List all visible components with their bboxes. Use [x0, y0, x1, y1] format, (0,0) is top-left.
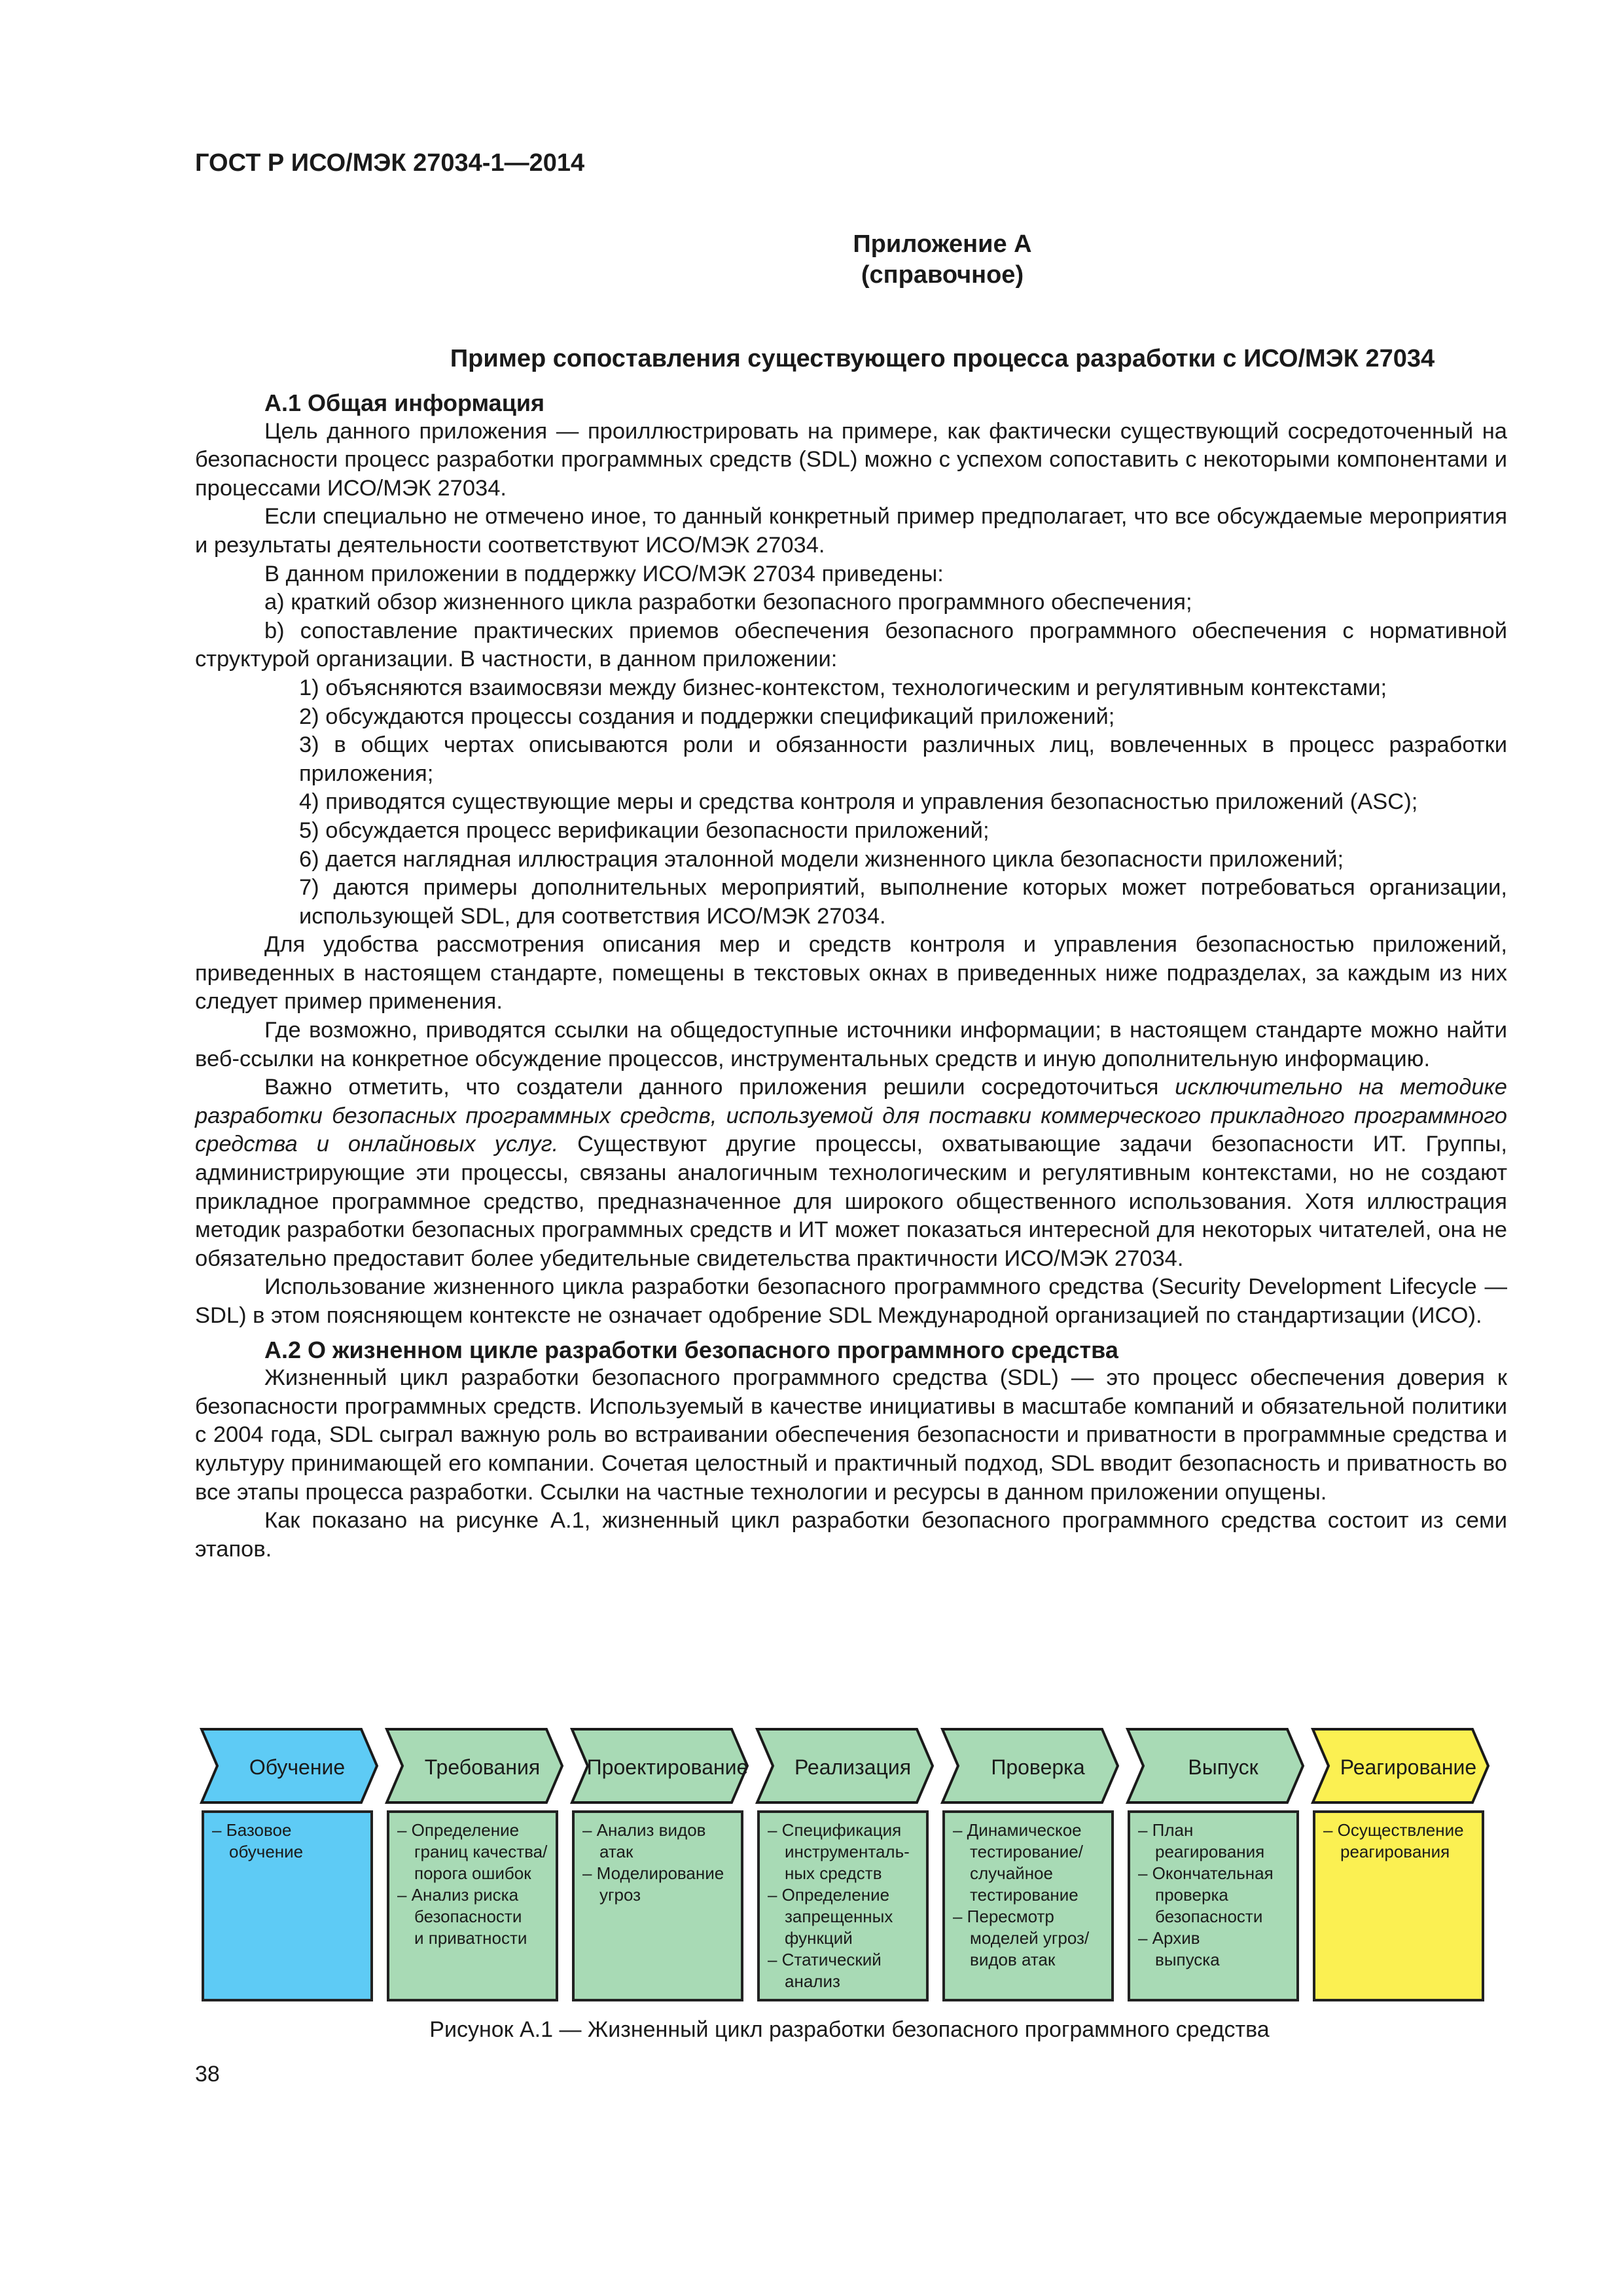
- numbered-list: [195, 674, 1507, 931]
- activity-line: инструменталь-: [785, 1842, 910, 1861]
- activity-line: – Базовое: [212, 1820, 292, 1840]
- emphasis-text: исключительно на методике разработки безопасных программных средств, используемой для поставки коммерческого прикладного программного средства и онлайновых услуг.: [195, 1075, 1507, 1157]
- activity-line: – Анализ видов: [582, 1820, 706, 1840]
- list-item: 7) даются примеры дополнительных мероприятий, выполнение которых может потребоваться организации, использующей SDL, для соответствия ИСО/МЭК 27034.: [299, 875, 1507, 929]
- appendix-title: Пример сопоставления существующего процесса разработки с ИСО/МЭК 27034: [450, 345, 1435, 372]
- paragraph: Использование жизненного цикла разработки безопасного программного средства (Security Development Lifecycle — SDL) в этом поясняющем контексте не означает одобрение SDL Международной организацией по стандартизации (ИСО).: [195, 1274, 1507, 1328]
- stage-label: Проектирование: [586, 1755, 749, 1779]
- appendix-type: (справочное): [861, 261, 1024, 289]
- activity-line: – Статический: [768, 1950, 882, 1969]
- activity-line: и приватности: [414, 1928, 527, 1948]
- activity-line: – Динамическое: [953, 1820, 1082, 1840]
- text-run: Важно отметить, что создатели данного приложения решили сосредоточиться: [264, 1075, 1175, 1100]
- activity-line: реагирования: [1155, 1842, 1265, 1861]
- activity-line: – Анализ риска: [397, 1885, 519, 1905]
- list-item: 1) объясняются взаимосвязи между бизнес-контекстом, технологическим и регулятивным контекстами;: [299, 675, 1387, 700]
- activity-line: атак: [599, 1842, 633, 1861]
- activity-line: безопасности: [1155, 1907, 1263, 1926]
- activity-line: видов атак: [970, 1950, 1056, 1969]
- paragraph: Если специально не отмечено иное, то данный конкретный пример предполагает, что все обсуждаемые мероприятия и результаты деятельности соответствуют ИСО/МЭК 27034.: [195, 504, 1507, 558]
- activity-line: – Архив: [1138, 1928, 1200, 1948]
- stage-label: Реализация: [794, 1755, 912, 1779]
- activity-line: – Моделирование: [582, 1863, 724, 1883]
- stage-activities-box: [757, 1810, 929, 2001]
- activity-line: угроз: [599, 1885, 641, 1905]
- stage-activities-box: [202, 1810, 373, 2001]
- stage-label: Реагирование: [1340, 1755, 1477, 1779]
- paragraph: Цель данного приложения — проиллюстрировать на примере, как фактически существующий сосредоточенный на безопасности процесс разработки программных средств (SDL) можно с успехом сопоставить с некоторыми компонентами и процессами ИСО/МЭК 27034.: [195, 418, 1507, 501]
- section-heading-a2: А.2 О жизненном цикле разработки безопасного программного средства: [264, 1336, 1118, 1363]
- list-item: 2) обсуждаются процессы создания и поддержки спецификаций приложений;: [299, 704, 1115, 729]
- list-item: b) сопоставление практических приемов обеспечения безопасного программного обеспечения с нормативной структурой организации. В частности, в данном приложении:: [195, 618, 1507, 672]
- activity-line: случайное: [970, 1863, 1053, 1883]
- activity-line: проверка: [1155, 1885, 1228, 1905]
- list-item: а) краткий обзор жизненного цикла разработки безопасного программного обеспечения;: [264, 590, 1192, 615]
- list-item: 4) приводятся существующие меры и средства контроля и управления безопасностью приложений (ASC);: [299, 789, 1418, 815]
- paragraph: [195, 1073, 1507, 1273]
- activity-line: функций: [785, 1928, 853, 1948]
- stage-label: Проверка: [991, 1755, 1085, 1779]
- activity-line: – Определение: [768, 1885, 890, 1905]
- activity-line: выпуска: [1155, 1950, 1220, 1969]
- activity-line: реагирования: [1340, 1842, 1450, 1861]
- stage-activities-box: [1313, 1810, 1484, 2001]
- paragraph: Где возможно, приводятся ссылки на общедоступные источники информации; в настоящем стандарте можно найти веб-ссылки на конкретное обсуждение процессов, инструментальных средств и иную дополнительную информацию.: [195, 1018, 1507, 1071]
- activity-line: – Осуществление: [1323, 1820, 1464, 1840]
- activity-line: – Пересмотр: [953, 1907, 1054, 1926]
- activity-line: – Спецификация: [768, 1820, 902, 1840]
- document-header: ГОСТ Р ИСО/МЭК 27034-1—2014: [195, 149, 585, 177]
- activity-line: обучение: [229, 1842, 304, 1861]
- paragraph: Для удобства рассмотрения описания мер и средств контроля и управления безопасностью приложений, приведенных в настоящем стандарте, помещены в текстовых окнах в приведенных ниже подразделах, за каждым из них следует пример применения.: [195, 932, 1507, 1014]
- appendix-body: [195, 389, 1507, 1564]
- activity-line: безопасности: [414, 1907, 522, 1926]
- appendix-number: Приложение А: [853, 230, 1032, 258]
- activity-line: ных средств: [785, 1863, 882, 1883]
- activity-line: тестирование/: [970, 1842, 1083, 1861]
- section-heading-a1: А.1 Общая информация: [264, 389, 544, 416]
- paragraph: Жизненный цикл разработки безопасного программного средства (SDL) — это процесс обеспечения доверия к безопасности программных средств. Используемый в качестве инициативы в масштабе компаний и обязательной политики с 2004 года, SDL сыграл важную роль во встраивании обеспечения безопасности и приватности в программные средства и культуру принимающей его компании. Сочетая целостный и практичный подход, SDL вводит безопасность и приватность во все этапы процесса разработки. Ссылки на частные технологии и ресурсы в данном приложении опущены.: [195, 1365, 1507, 1505]
- page-number: 38: [195, 2062, 220, 2087]
- stage-activities-box: [387, 1810, 558, 2001]
- figure-caption: Рисунок А.1 — Жизненный цикл разработки безопасного программного средства: [429, 2017, 1270, 2042]
- sdl-lifecycle-figure: [195, 1728, 1504, 2003]
- text-run: Существуют другие процессы, охватывающие задачи безопасности ИТ. Группы, администрирующие эти процессы, связаны аналогичным технологическим и регулятивным контекстами, но не создают прикладное программное средство, предназначенное для широкого общественного использования. Хотя иллюстрация методик разработки безопасных программных средств и ИТ может показаться интересной для некоторых читателей, она не обязательно предоставит более убедительные свидетельства практичности ИСО/МЭК 27034.: [195, 1132, 1507, 1271]
- activity-line: анализ: [785, 1971, 840, 1991]
- list-item: 5) обсуждается процесс верификации безопасности приложений;: [299, 817, 990, 843]
- activity-line: моделей угроз/: [970, 1928, 1090, 1948]
- activity-line: тестирование: [970, 1885, 1079, 1905]
- paragraph: В данном приложении в поддержку ИСО/МЭК 27034 приведены:: [264, 561, 944, 586]
- stage-label: Требования: [424, 1755, 541, 1779]
- paragraph: Как показано на рисунке А.1, жизненный цикл разработки безопасного программного средства состоит из семи этапов.: [195, 1508, 1507, 1562]
- stage-label: Выпуск: [1188, 1755, 1258, 1779]
- list-item: 3) в общих чертах описываются роли и обязанности различных лиц, вовлеченных в процесс разработки приложения;: [299, 732, 1507, 786]
- activity-line: запрещенных: [785, 1907, 893, 1926]
- stage-activities-box: [942, 1810, 1114, 2001]
- stage-activities-box: [1128, 1810, 1299, 2001]
- activity-line: границ качества/: [414, 1842, 548, 1861]
- stage-label: Обучение: [249, 1755, 346, 1779]
- activity-line: порога ошибок: [414, 1863, 531, 1883]
- activity-line: – Окончательная: [1138, 1863, 1274, 1883]
- activity-line: – План: [1138, 1820, 1194, 1840]
- activity-line: – Определение: [397, 1820, 520, 1840]
- stage-activities-box: [572, 1810, 743, 2001]
- list-item: 6) дается наглядная иллюстрация эталонной модели жизненного цикла безопасности приложений;: [299, 846, 1344, 872]
- appendix-label: [170, 229, 1623, 291]
